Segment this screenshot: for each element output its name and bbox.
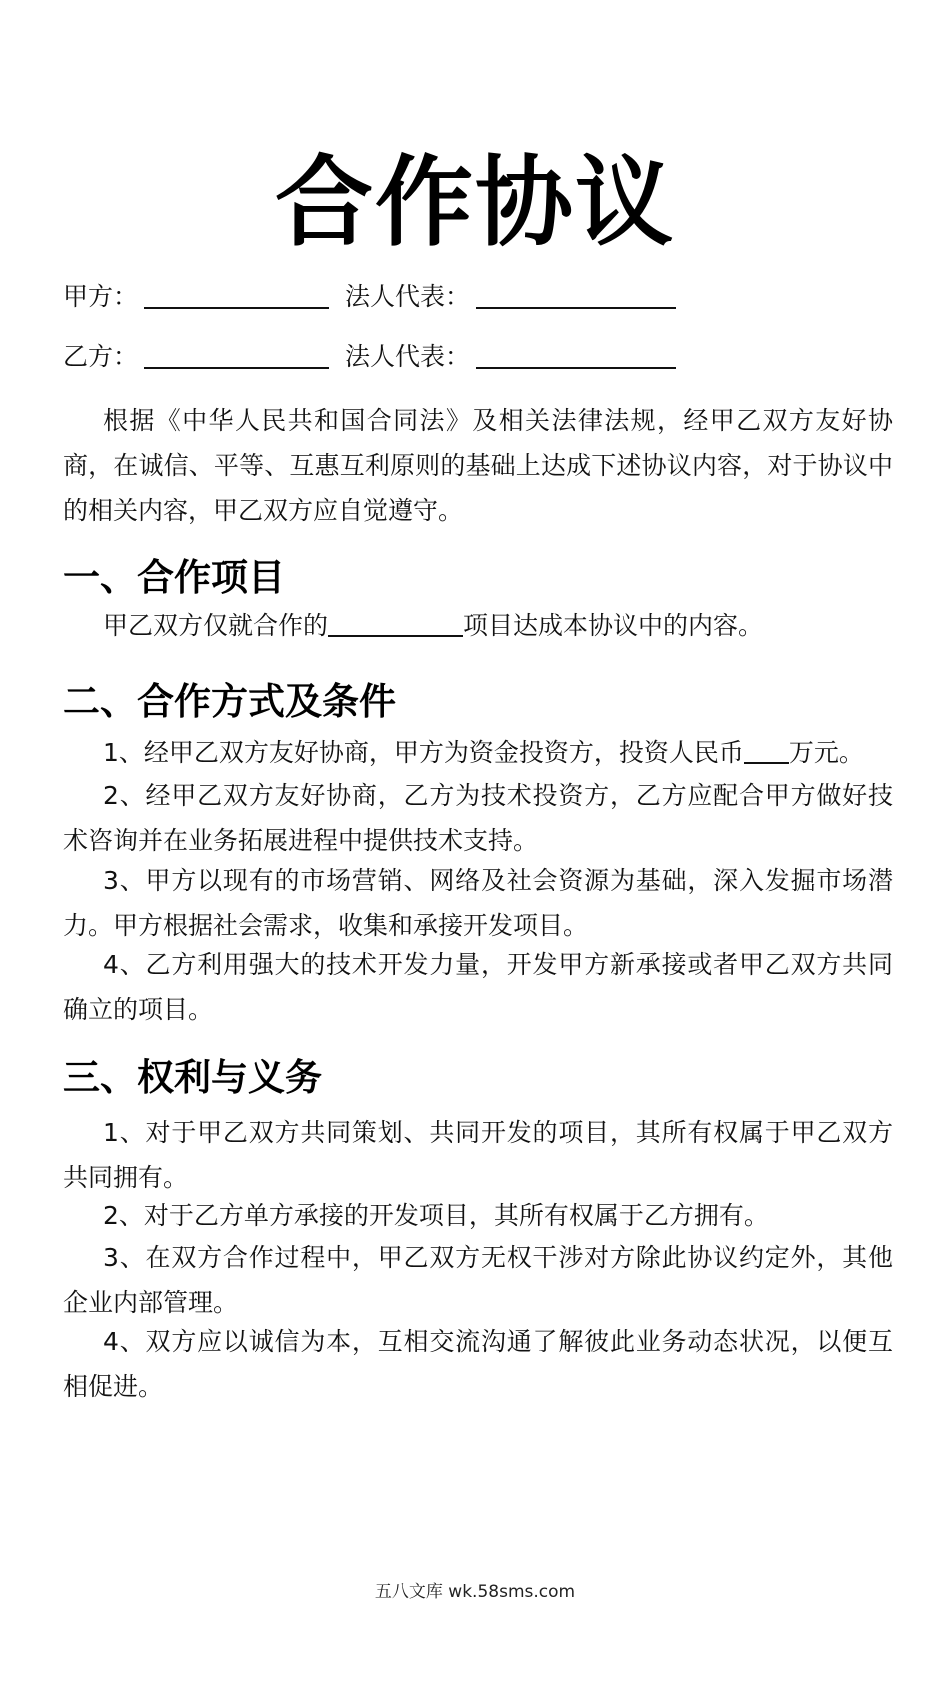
party-a-row — [63, 277, 676, 317]
section-2-item-1-after: 万元。 — [788, 738, 864, 767]
section-2-item-2: 2、经甲乙双方友好协商，乙方为技术投资方，乙方应配合甲方做好技术咨询并在业务拓展进程中提供技术支持。 — [63, 781, 893, 855]
footer-watermark: 五八文库 wk.58sms.com — [374, 1582, 576, 1602]
party-a-label: 甲方： — [63, 282, 139, 311]
intro-paragraph: 根据《中华人民共和国合同法》及相关法律法规，经甲乙双方友好协商，在诚信、平等、互惠互利原则的基础上达成下述协议内容，对于协议中的相关内容，甲乙双方应自觉遵守。 — [63, 406, 893, 525]
section-1-text-before: 甲乙双方仅就合作的 — [103, 611, 329, 640]
document-title: 合作协议 — [274, 146, 675, 260]
section-3-item-3: 3、在双方合作过程中，甲乙双方无权干涉对方除此协议约定外，其他企业内部管理。 — [63, 1243, 893, 1317]
party-b-row — [63, 337, 676, 377]
section-3-heading: 三、权利与义务 — [63, 1056, 322, 1099]
section-1-text-after: 项目达成本协议中的内容。 — [463, 611, 764, 640]
section-2-heading: 二、合作方式及条件 — [63, 680, 396, 723]
party-b-rep-blank — [476, 337, 676, 369]
section-2-item-1 — [63, 730, 893, 775]
section-3-item-2: 2、对于乙方单方承接的开发项目，其所有权属于乙方拥有。 — [103, 1201, 769, 1230]
section-3-item-4: 4、双方应以诚信为本，互相交流沟通了解彼此业务动态状况，以便互相促进。 — [63, 1327, 893, 1401]
section-1-paragraph — [63, 603, 893, 648]
section-2-item-1-before: 1、经甲乙双方友好协商，甲方为资金投资方，投资人民币 — [103, 738, 744, 767]
investment-amount-blank — [744, 730, 789, 764]
party-b-label: 乙方： — [63, 342, 139, 371]
section-2-item-4: 4、乙方利用强大的技术开发力量，开发甲方新承接或者甲乙双方共同确立的项目。 — [63, 950, 893, 1024]
project-blank — [328, 603, 463, 637]
party-b-rep-label: 法人代表： — [345, 342, 471, 371]
section-1-heading: 一、合作项目 — [63, 556, 285, 599]
party-a-blank — [144, 277, 329, 309]
party-a-rep-label: 法人代表： — [345, 282, 471, 311]
party-a-rep-blank — [476, 277, 676, 309]
party-b-blank — [144, 337, 329, 369]
section-2-item-3: 3、甲方以现有的市场营销、网络及社会资源为基础，深入发掘市场潜力。甲方根据社会需求，收集和承接开发项目。 — [63, 866, 893, 940]
section-3-item-1: 1、对于甲乙双方共同策划、共同开发的项目，其所有权属于甲乙双方共同拥有。 — [63, 1118, 893, 1192]
